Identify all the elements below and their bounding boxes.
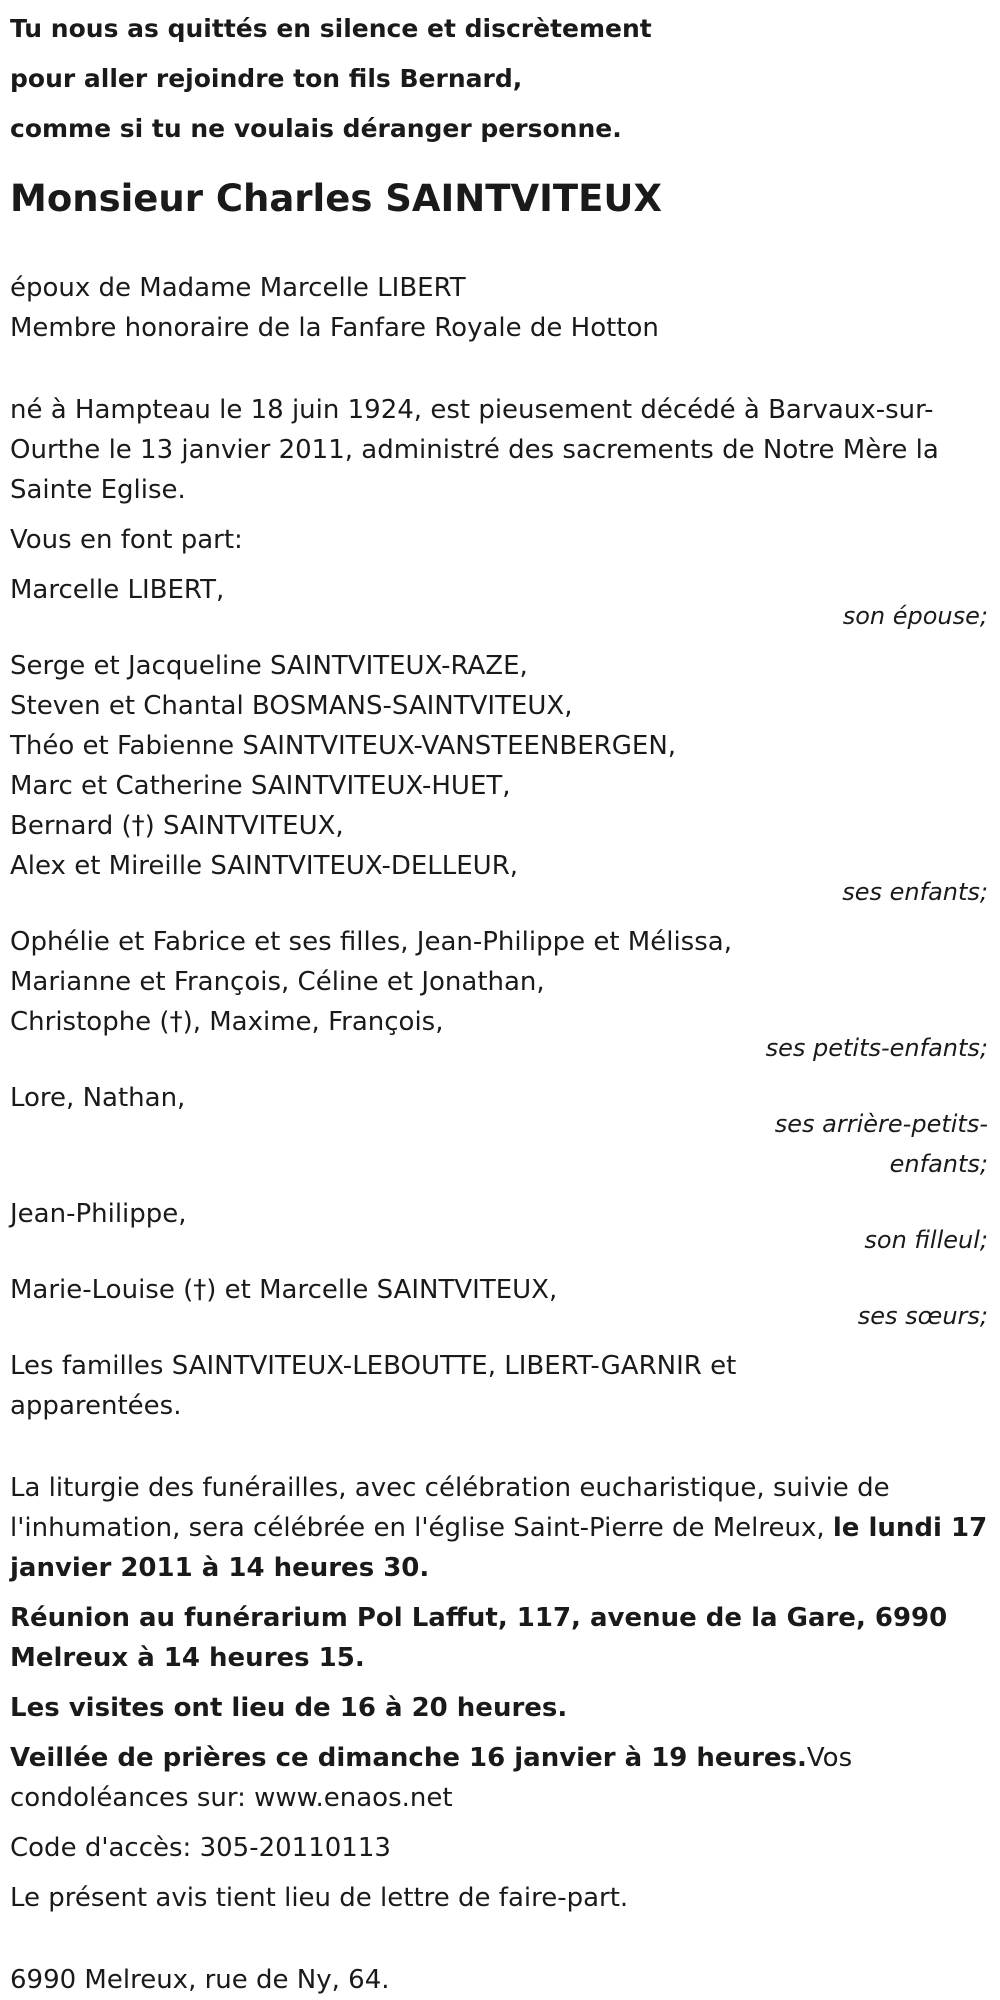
family-role: ses petits-enfants; xyxy=(765,1034,988,1062)
intro-line: pour aller rejoindre ton fils Bernard, xyxy=(10,64,523,93)
family-group-great-grandchildren xyxy=(10,1078,988,1184)
announce-line: Vous en font part: xyxy=(10,525,243,555)
family-name-line: Bernard (†) SAINTVITEUX, xyxy=(10,811,344,841)
condolences-info: Vos condoléances sur: www.enaos.net xyxy=(10,1743,853,1813)
family-role: son épouse; xyxy=(842,602,988,630)
family-name-line: Steven et Chantal BOSMANS-SAINTVITEUX, xyxy=(10,691,573,721)
birth-death-text: né à Hampteau le 18 juin 1924, est pieusement décédé à Barvaux-sur-Ourthe le 13 janvier 2011, administré des sacrements de Notre Mère la Sainte Eglise. xyxy=(10,395,939,505)
family-group-godson xyxy=(10,1194,988,1260)
family-name-line: Théo et Fabienne SAINTVITEUX-VANSTEENBERGEN, xyxy=(10,731,677,761)
family-name-line: Ophélie et Fabrice et ses filles, Jean-Philippe et Mélissa, xyxy=(10,927,732,957)
address-line: 6990 Melreux, rue de Ny, 64. xyxy=(10,1965,390,1995)
notice-line: Le présent avis tient lieu de lettre de faire-part. xyxy=(10,1883,629,1913)
family-group-sisters xyxy=(10,1270,988,1336)
family-name-line: Lore, Nathan, xyxy=(10,1083,186,1113)
family-group-grandchildren xyxy=(10,922,988,1068)
vigil-info: Veillée de prières ce dimanche 16 janvier à 19 heures. xyxy=(10,1743,807,1773)
family-name-line: Serge et Jacqueline SAINTVITEUX-RAZE, xyxy=(10,651,528,681)
family-group-children xyxy=(10,646,988,912)
family-group-spouse xyxy=(10,570,988,636)
other-families: Les familles SAINTVITEUX-LEBOUTTE, LIBERT-GARNIR et apparentées. xyxy=(10,1351,737,1421)
family-role: ses sœurs; xyxy=(857,1302,988,1330)
member-line: Membre honoraire de la Fanfare Royale de Hotton xyxy=(10,313,659,343)
family-name-line: Alex et Mireille SAINTVITEUX-DELLEUR, xyxy=(10,851,519,881)
family-name-line: Marc et Catherine SAINTVITEUX-HUET, xyxy=(10,771,511,801)
spouse-line: époux de Madame Marcelle LIBERT xyxy=(10,273,466,303)
family-role: ses enfants; xyxy=(842,878,988,906)
family-name-line: Marcelle LIBERT, xyxy=(10,575,225,605)
family-name-line: Marie-Louise (†) et Marcelle SAINTVITEUX, xyxy=(10,1275,558,1305)
family-role: ses arrière-petits-enfants; xyxy=(774,1110,988,1178)
meeting-info: Réunion au funérarium Pol Laffut, 117, avenue de la Gare, 6990 Melreux à 14 heures 15. xyxy=(10,1603,948,1673)
access-code: Code d'accès: 305-20110113 xyxy=(10,1833,391,1863)
liturgy-text: La liturgie des funérailles, avec célébration eucharistique, suivie de l'inhumation, sera célébrée en l'église Saint-Pierre de Melreux, xyxy=(10,1473,890,1543)
family-role: son filleul; xyxy=(864,1226,988,1254)
intro-verse xyxy=(10,4,988,154)
family-name-line: Christophe (†), Maxime, François, xyxy=(10,1007,444,1037)
deceased-name: Monsieur Charles SAINTVITEUX xyxy=(10,177,662,220)
family-name-line: Jean-Philippe, xyxy=(10,1199,187,1229)
intro-line: comme si tu ne voulais déranger personne. xyxy=(10,114,622,143)
intro-line: Tu nous as quittés en silence et discrètement xyxy=(10,14,652,43)
liturgy-date: le lundi 17 janvier 2011 à 14 heures 30. xyxy=(10,1513,988,1583)
visits-info: Les visites ont lieu de 16 à 20 heures. xyxy=(10,1693,568,1723)
liturgy-paragraph xyxy=(10,1468,988,1588)
family-name-line: Marianne et François, Céline et Jonathan, xyxy=(10,967,545,997)
vigil-paragraph xyxy=(10,1738,988,1818)
